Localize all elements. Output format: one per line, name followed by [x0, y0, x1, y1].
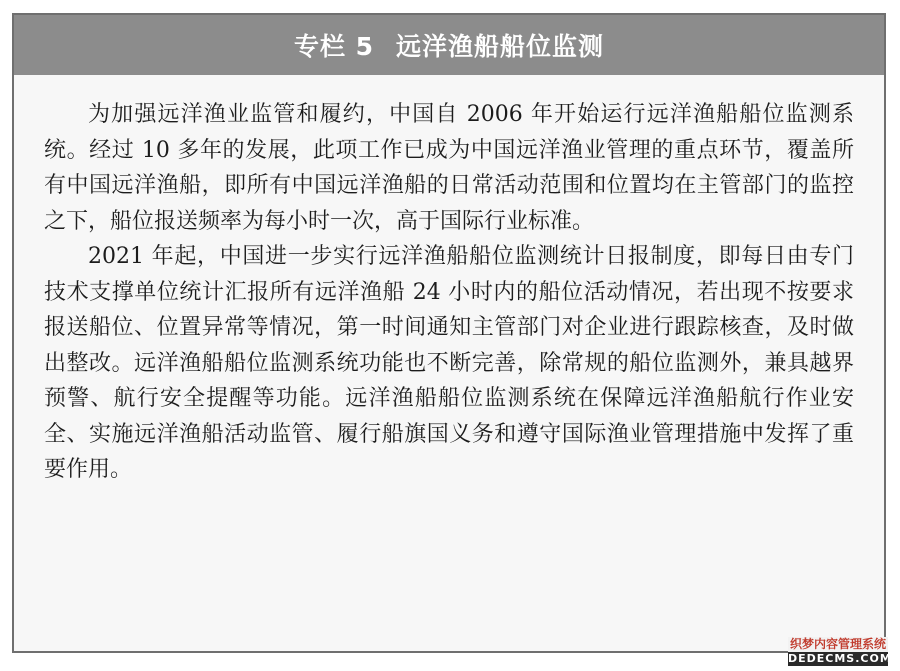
column-body [14, 75, 884, 488]
column-header [14, 15, 884, 75]
watermark-line-2: DEDECMS.COM [788, 652, 892, 665]
paragraph-2: 2021 年起，中国进一步实行远洋渔船船位监测统计日报制度，即每日由专门技术支撑单位统计汇报所有远洋渔船 24 小时内的船位活动情况，若出现不按要求报送船位、位置异常等情况，第一时间通知主管部门对企业进行跟踪核查，及时做出整改。远洋渔船船位监测系统功能也不断完善，除常规的船位监测外，兼具越界预警、航行安全提醒等功能。远洋渔船船位监测系统在保障远洋渔船航行作业安全、实施远洋渔船活动监管、履行船旗国义务和遵守国际渔业管理措施中发挥了重要作用。 [44, 244, 854, 482]
column-number: 专栏 5 [293, 32, 375, 61]
column-title: 远洋渔船船位监测 [396, 32, 605, 61]
watermark-line-1: 织梦内容管理系统 [789, 637, 886, 651]
paragraph-1: 为加强远洋渔业监管和履约，中国自 2006 年开始运行远洋渔船船位监测系统。经过 10 多年的发展，此项工作已成为中国远洋渔业管理的重点环节，覆盖所有中国远洋渔船，即所有中国远洋渔船的日常活动范围和位置均在主管部门的监控之下，船位报送频率为每小时一次，高于国际行业标准。 [44, 102, 854, 234]
watermark-logo [788, 637, 892, 666]
sidebar-column-box [12, 13, 886, 653]
